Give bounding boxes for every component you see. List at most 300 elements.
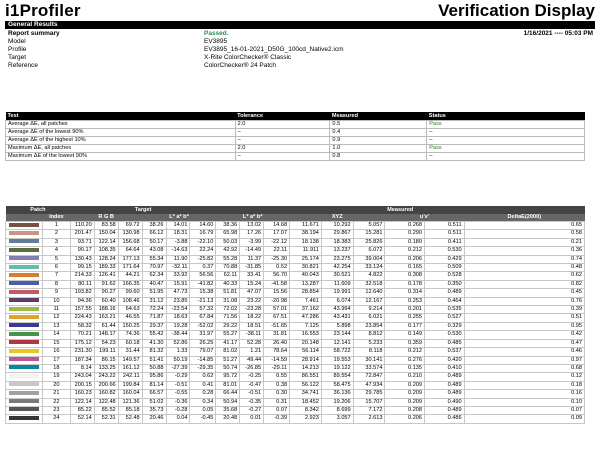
x-cell: 28.914 [290, 356, 322, 364]
target-b-cell: 67.84 [190, 314, 216, 322]
color-swatch [9, 298, 39, 302]
g-cell: 85.52 [94, 406, 118, 414]
y-cell: 18.383 [321, 238, 353, 246]
u-cell: 0.209 [385, 381, 425, 389]
b-cell: 150.25 [118, 322, 142, 330]
x-cell: 7.461 [290, 297, 322, 305]
u-cell: 0.208 [385, 406, 425, 414]
measured-a-cell: 23.22 [240, 297, 264, 305]
swatch-cell [6, 297, 43, 305]
index-cell: 16 [43, 348, 71, 356]
swatch-cell [6, 348, 43, 356]
measured-b-cell: 0.38 [264, 381, 290, 389]
b-cell: 44.21 [118, 272, 142, 280]
measured-b-cell: 0.52 [264, 264, 290, 272]
test-row [6, 145, 585, 153]
y-cell: 6.074 [321, 297, 353, 305]
patch-row [6, 364, 585, 372]
measured-b-cell: -0.39 [264, 415, 290, 423]
v-cell: 0.489 [425, 373, 465, 381]
color-swatch [9, 365, 39, 369]
z-cell: 29.785 [353, 390, 385, 398]
y-cell: 29.867 [321, 230, 353, 238]
index-cell: 17 [43, 356, 71, 364]
x-cell: 18.452 [290, 398, 322, 406]
patch-row [6, 230, 585, 238]
r-cell: 90.17 [70, 247, 94, 255]
measured-a-cell: -0.27 [240, 406, 264, 414]
v-cell: 0.489 [425, 390, 465, 398]
z-cell: 12.640 [353, 289, 385, 297]
measured-l-cell: 31.08 [216, 297, 240, 305]
index-cell: 4 [43, 247, 71, 255]
deltae-cell: 0.47 [464, 339, 584, 347]
u-cell: 0.180 [385, 238, 425, 246]
u-cell: 0.210 [385, 373, 425, 381]
u-cell: 0.276 [385, 356, 425, 364]
measured-b-cell: 0.31 [264, 398, 290, 406]
rgb-header: R G B [70, 214, 142, 222]
target-a-cell: -14.63 [166, 247, 190, 255]
target-b-cell: -21.13 [190, 297, 216, 305]
z-cell: 6.021 [353, 314, 385, 322]
u-cell: 0.268 [385, 222, 425, 230]
target-b-cell: 0.37 [190, 264, 216, 272]
measured-l-cell: 51.27 [216, 356, 240, 364]
g-cell: 122.48 [94, 398, 118, 406]
color-swatch [9, 391, 39, 395]
swatch-cell [6, 339, 43, 347]
z-cell: 15.281 [353, 230, 385, 238]
swatch-cell [6, 230, 43, 238]
test-name-cell: Maximum ΔE, all patches [6, 145, 236, 153]
target-a-cell: -3.88 [166, 238, 190, 246]
measured-b-cell: -20.98 [264, 297, 290, 305]
v-cell: 0.464 [425, 297, 465, 305]
target-a-cell: 33.92 [166, 272, 190, 280]
swatch-cell [6, 356, 43, 364]
measured-a-cell: 15.24 [240, 280, 264, 288]
x-cell: 25.174 [290, 255, 322, 263]
target-l-cell: 55.42 [142, 331, 166, 339]
g-cell: 91.62 [94, 280, 118, 288]
b-cell: 46.55 [118, 314, 142, 322]
patch-row [6, 280, 585, 288]
measured-l-cell: 42.92 [216, 247, 240, 255]
target-lab-header: L* a* b* [142, 214, 216, 222]
summary-label: Target [8, 54, 27, 61]
index-cell: 15 [43, 339, 71, 347]
index-cell: 11 [43, 306, 71, 314]
measured-a-cell: 49.44 [240, 356, 264, 364]
color-swatch [9, 265, 39, 269]
z-cell: 8.812 [353, 331, 385, 339]
color-swatch [9, 357, 39, 361]
swatch-cell [6, 238, 43, 246]
measured-b-cell: -22.12 [264, 238, 290, 246]
color-swatch [9, 407, 39, 411]
deltae-cell: 0.36 [464, 247, 584, 255]
y-cell: 3.057 [321, 415, 353, 423]
patches-sub-header [6, 214, 585, 222]
y-cell: 58.722 [321, 348, 353, 356]
g-cell: 122.14 [94, 238, 118, 246]
u-cell: 0.359 [385, 339, 425, 347]
measured-b-cell: 0.07 [264, 406, 290, 414]
z-cell: 47.934 [353, 381, 385, 389]
status-cell: – [427, 153, 585, 161]
target-l-cell: 35.73 [142, 406, 166, 414]
xyz-header: XYZ [290, 214, 385, 222]
y-cell: 19.206 [321, 398, 353, 406]
b-cell: 166.35 [118, 280, 142, 288]
z-cell: 39.004 [353, 255, 385, 263]
target-a-cell: -0.28 [166, 406, 190, 414]
swatch-cell [6, 255, 43, 263]
v-cell: 0.329 [425, 322, 465, 330]
measured-a-cell: -14.49 [240, 247, 264, 255]
target-group-header: Target [70, 206, 216, 214]
deltae-cell: 0.18 [464, 381, 584, 389]
measured-a-cell: -0.35 [240, 398, 264, 406]
patches-table [5, 206, 585, 424]
v-cell: 0.489 [425, 406, 465, 414]
z-cell: 4.822 [353, 272, 385, 280]
swatch-cell [6, 247, 43, 255]
u-cell: 0.178 [385, 280, 425, 288]
target-l-cell: 50.88 [142, 364, 166, 372]
v-cell: 0.489 [425, 289, 465, 297]
v-cell: 0.509 [425, 264, 465, 272]
target-a-cell: 11.90 [166, 255, 190, 263]
index-cell: 10 [43, 297, 71, 305]
r-cell: 52.14 [70, 415, 94, 423]
z-cell: 23.854 [353, 322, 385, 330]
v-cell: 0.429 [425, 255, 465, 263]
y-cell: 8.699 [321, 406, 353, 414]
x-cell: 11.911 [290, 247, 322, 255]
swatch-cell [6, 222, 43, 230]
r-cell: 58.32 [70, 322, 94, 330]
g-cell: 148.17 [94, 331, 118, 339]
target-b-cell: 56.56 [190, 272, 216, 280]
g-cell: 188.16 [94, 306, 118, 314]
index-cell: 20 [43, 381, 71, 389]
v-cell: 0.528 [425, 272, 465, 280]
b-cell: 161.12 [118, 364, 142, 372]
summary-label: Report summary [8, 30, 60, 37]
r-cell: 193.82 [70, 289, 94, 297]
deltae-cell: 0.45 [464, 289, 584, 297]
y-cell: 89.554 [321, 373, 353, 381]
x-cell: 7.125 [290, 322, 322, 330]
u-cell: 0.308 [385, 272, 425, 280]
patch-row [6, 348, 585, 356]
x-cell: 8.342 [290, 406, 322, 414]
swatch-cell [6, 406, 43, 414]
x-cell: 56.122 [290, 381, 322, 389]
deltae-header: DeltaE(2000) [464, 214, 584, 222]
measured-a-cell: -0.51 [240, 390, 264, 398]
v-cell: 0.350 [425, 280, 465, 288]
u-cell: 0.165 [385, 264, 425, 272]
g-cell: 61.44 [94, 322, 118, 330]
b-cell: 74.36 [118, 331, 142, 339]
z-cell: 32.518 [353, 280, 385, 288]
patch-row [6, 289, 585, 297]
measured-l-cell: 50.03 [216, 238, 240, 246]
measured-b-cell: 15.56 [264, 289, 290, 297]
target-a-cell: 19.28 [166, 322, 190, 330]
index-cell: 14 [43, 331, 71, 339]
deltae-cell: 0.07 [464, 406, 584, 414]
u-cell: 0.255 [385, 314, 425, 322]
brand-logo-text: i1Profiler [5, 1, 81, 20]
swatch-cell [6, 331, 43, 339]
target-b-cell: 57.32 [190, 306, 216, 314]
index-cell: 18 [43, 364, 71, 372]
y-cell: 19.553 [321, 356, 353, 364]
deltae-cell: 0.51 [464, 314, 584, 322]
r-cell: 80.11 [70, 280, 94, 288]
deltae-cell: 0.12 [464, 373, 584, 381]
r-cell: 110.20 [70, 222, 94, 230]
measured-l-cell: 71.56 [216, 314, 240, 322]
y-cell: 12.141 [321, 339, 353, 347]
page-title: Verification Display [438, 1, 595, 20]
z-cell: 8.118 [353, 348, 385, 356]
swatch-cell [6, 415, 43, 423]
g-cell: 128.24 [94, 255, 118, 263]
measured-a-cell: 11.37 [240, 255, 264, 263]
swatch-cell [6, 322, 43, 330]
patch-row [6, 322, 585, 330]
r-cell: 99.15 [70, 264, 94, 272]
target-l-cell: 20.46 [142, 415, 166, 423]
v-cell: 0.489 [425, 381, 465, 389]
deltae-cell: 0.95 [464, 322, 584, 330]
target-l-cell: 81.32 [142, 348, 166, 356]
x-cell: 18.138 [290, 238, 322, 246]
y-cell: 11.609 [321, 280, 353, 288]
u-cell: 0.177 [385, 322, 425, 330]
y-cell: 36.136 [321, 390, 353, 398]
measured-b-cell: 26.40 [264, 339, 290, 347]
r-cell: 200.15 [70, 381, 94, 389]
x-cell: 14.213 [290, 364, 322, 372]
deltae-cell: 0.58 [464, 230, 584, 238]
test-name-cell: Maximum ΔE of the lowest 90% [6, 153, 236, 161]
g-cell: 200.66 [94, 381, 118, 389]
v-cell: 0.530 [425, 247, 465, 255]
y-cell: 58.475 [321, 381, 353, 389]
measured-a-cell: 1.21 [240, 348, 264, 356]
measured-b-cell: 78.64 [264, 348, 290, 356]
index-cell: 1 [43, 222, 71, 230]
swatch-cell [6, 364, 43, 372]
color-swatch [9, 231, 39, 235]
target-l-cell: 95.86 [142, 373, 166, 381]
swatch-cell [6, 381, 43, 389]
measured-a-cell: 18.22 [240, 314, 264, 322]
measured-l-cell: 51.81 [216, 289, 240, 297]
patch-row [6, 238, 585, 246]
target-a-cell: -38.44 [166, 331, 190, 339]
tolerance-cell: – [235, 129, 330, 137]
target-b-cell: -14.85 [190, 356, 216, 364]
v-cell: 0.527 [425, 314, 465, 322]
patches-group-header [6, 206, 585, 214]
patch-row [6, 297, 585, 305]
measured-a-cell: -26.85 [240, 364, 264, 372]
target-b-cell: 0.05 [190, 406, 216, 414]
patch-row [6, 406, 585, 414]
measured-l-cell: 81.02 [216, 348, 240, 356]
tests-table [5, 112, 585, 161]
y-cell: 10.292 [321, 222, 353, 230]
status-cell: Pass [427, 121, 585, 129]
x-cell: 28.854 [290, 289, 322, 297]
target-b-cell: 26.25 [190, 339, 216, 347]
swatch-cell [6, 306, 43, 314]
patch-row [6, 314, 585, 322]
target-b-cell: -41.82 [190, 280, 216, 288]
r-cell: 70.21 [70, 331, 94, 339]
target-b-cell: 31.97 [190, 331, 216, 339]
color-swatch [9, 374, 39, 378]
y-cell: 23.144 [321, 331, 353, 339]
target-l-cell: 70.97 [142, 264, 166, 272]
x-cell: 47.286 [290, 314, 322, 322]
measured-l-cell: 66.44 [216, 390, 240, 398]
target-l-cell: 71.87 [142, 314, 166, 322]
g-cell: 160.82 [94, 390, 118, 398]
z-cell: 33.574 [353, 364, 385, 372]
target-a-cell: -0.51 [166, 381, 190, 389]
patch-row [6, 264, 585, 272]
index-cell: 21 [43, 390, 71, 398]
measured-l-cell: 70.88 [216, 264, 240, 272]
deltae-cell: 0.82 [464, 280, 584, 288]
measured-l-cell: 50.74 [216, 364, 240, 372]
color-swatch [9, 273, 39, 277]
target-a-cell: 14.01 [166, 222, 190, 230]
col-header: Measured [330, 112, 427, 121]
color-swatch [9, 281, 39, 285]
test-row [6, 121, 585, 129]
measured-b-cell: 57.01 [264, 306, 290, 314]
measured-cell: 0.5 [330, 121, 427, 129]
summary-value: ColorChecker® 24 Patch [204, 62, 276, 69]
deltae-cell: 0.65 [464, 222, 584, 230]
x-cell: 30.821 [290, 264, 322, 272]
measured-b-cell: -51.65 [264, 322, 290, 330]
r-cell: 160.23 [70, 390, 94, 398]
target-b-cell: 0.28 [190, 390, 216, 398]
b-cell: 108.46 [118, 297, 142, 305]
target-a-cell: -0.55 [166, 390, 190, 398]
test-name-cell: Average ΔE, all patches [6, 121, 236, 129]
measured-a-cell: -0.47 [240, 381, 264, 389]
target-l-cell: 72.24 [142, 306, 166, 314]
measured-a-cell: -3.99 [240, 238, 264, 246]
measured-cell: 0.4 [330, 129, 427, 137]
v-cell: 0.537 [425, 348, 465, 356]
target-a-cell: 1.33 [166, 348, 190, 356]
target-l-cell: 29.37 [142, 322, 166, 330]
b-cell: 121.36 [118, 398, 142, 406]
r-cell: 224.43 [70, 314, 94, 322]
target-b-cell: -29.35 [190, 364, 216, 372]
v-cell: 0.411 [425, 238, 465, 246]
target-a-cell: 52.86 [166, 339, 190, 347]
y-cell: 5.898 [321, 322, 353, 330]
index-cell: 8 [43, 280, 71, 288]
measured-b-cell: -29.11 [264, 364, 290, 372]
target-a-cell: 47.73 [166, 289, 190, 297]
test-row [6, 137, 585, 145]
measured-l-cell: 72.02 [216, 306, 240, 314]
u-cell: 0.253 [385, 297, 425, 305]
y-cell: 43.431 [321, 314, 353, 322]
b-cell: 242.11 [118, 373, 142, 381]
x-cell: 38.194 [290, 230, 322, 238]
y-cell: 43.994 [321, 306, 353, 314]
r-cell: 8.14 [70, 364, 94, 372]
g-cell: 126.41 [94, 272, 118, 280]
target-b-cell: -25.82 [190, 255, 216, 263]
target-a-cell: -32.11 [166, 264, 190, 272]
r-cell: 231.30 [70, 348, 94, 356]
measured-group-header: Measured [216, 206, 585, 214]
measured-l-cell: 35.68 [216, 406, 240, 414]
status-cell: Pass [427, 145, 585, 153]
g-cell: 90.27 [94, 289, 118, 297]
v-cell: 0.485 [425, 339, 465, 347]
swatch-cell [6, 264, 43, 272]
v-cell: 0.535 [425, 306, 465, 314]
measured-l-cell: 81.01 [216, 381, 240, 389]
g-cell: 54.23 [94, 339, 118, 347]
b-cell: 171.64 [118, 264, 142, 272]
measured-a-cell: 18.51 [240, 322, 264, 330]
uv-header: u'v' [385, 214, 464, 222]
swatch-header [6, 214, 43, 222]
r-cell: 243.04 [70, 373, 94, 381]
color-swatch [9, 290, 39, 294]
u-cell: 0.290 [385, 230, 425, 238]
b-cell: 64.63 [118, 306, 142, 314]
tolerance-cell: 2.0 [235, 121, 330, 129]
z-cell: 5.057 [353, 222, 385, 230]
u-cell: 0.212 [385, 247, 425, 255]
z-cell: 2.613 [353, 415, 385, 423]
r-cell: 85.22 [70, 406, 94, 414]
color-swatch [9, 223, 39, 227]
deltae-cell: 0.46 [464, 348, 584, 356]
u-cell: 0.206 [385, 415, 425, 423]
r-cell: 157.55 [70, 306, 94, 314]
z-cell: 12.167 [353, 297, 385, 305]
swatch-cell [6, 280, 43, 288]
measured-b-cell: 14.68 [264, 222, 290, 230]
target-b-cell: 0.34 [190, 398, 216, 406]
color-swatch [9, 332, 39, 336]
color-swatch [9, 256, 39, 260]
measured-lab-header: L* a* b* [216, 214, 290, 222]
b-cell: 31.44 [118, 348, 142, 356]
target-b-cell: -22.10 [190, 238, 216, 246]
